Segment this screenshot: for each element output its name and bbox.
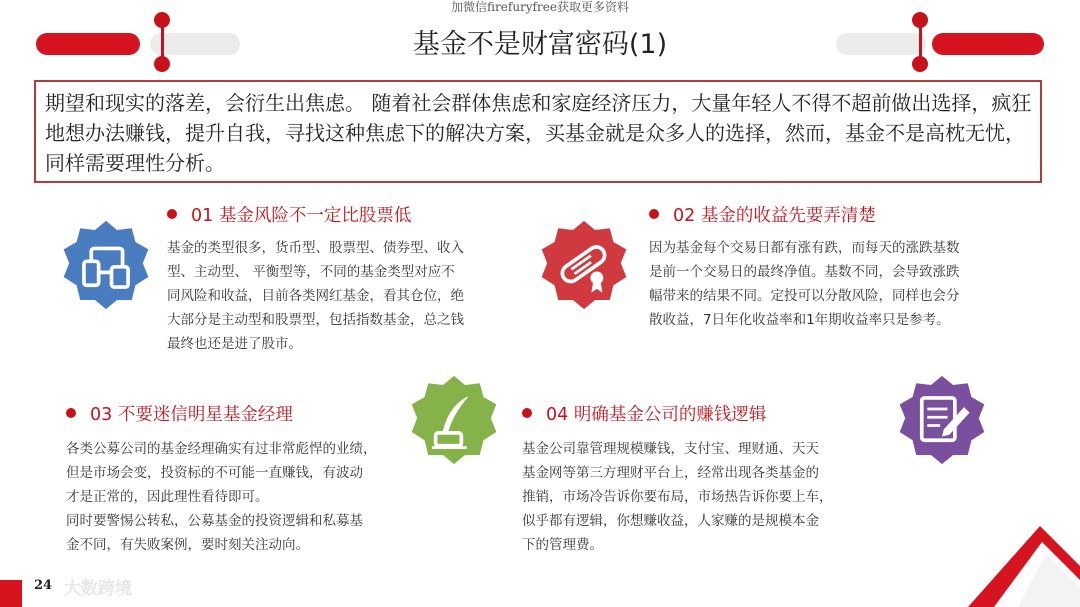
body-line: 散收益，7日年化收益率和1年期收益率只是参考。 (649, 312, 950, 328)
right-deco-dot-bottom (912, 56, 928, 72)
right-deco-dot-top (912, 12, 928, 28)
bullet-icon (167, 209, 177, 219)
page-number: 24 (34, 578, 53, 593)
section-01-title: 01 基金风险不一定比股票低 (167, 202, 411, 227)
body-line: 幅带来的结果不同。定投可以分散风险，同样也会分 (649, 288, 960, 304)
bullet-icon (66, 408, 76, 418)
body-line: 但是市场会变，投资标的不可能一直赚钱，有波动 (66, 465, 363, 481)
body-line: 基金的类型很多，货币型、股票型、债券型、收入 (167, 240, 464, 256)
document-edit-icon (896, 374, 988, 466)
body-line: 推销，市场冷告诉你要布局，市场热告诉你要上车， (522, 489, 833, 505)
intro-box: 期望和现实的落差，会衍生出焦虑。 随着社会群体焦虑和家庭经济压力，大量年轻人不得不超前做出选择，疯狂地想办法赚钱，提升自我，寻找这种焦虑下的解决方案，买基金就是众多人的选择，然而，基金不是高枕无忧，同样需要理性分析。 (34, 80, 1042, 183)
section-04-title: 04 明确基金公司的赚钱逻辑 (522, 401, 766, 426)
page-title: 基金不是财富密码(1) (412, 29, 668, 60)
bullet-icon (522, 408, 532, 418)
section-02-title: 02 基金的收益先要弄清楚 (649, 202, 876, 227)
body-line: 是前一个交易日的最终净值。基数不同，会导致涨跌 (649, 264, 960, 280)
body-line: 最终也还是进了股市。 (167, 336, 302, 352)
body-line: 似乎都有逻辑，你想赚收益，人家赚的是规模本金 (522, 513, 819, 529)
section-03-title: 03 不要迷信明星基金经理 (66, 401, 293, 426)
left-deco-dot-bottom (154, 56, 170, 72)
devices-icon (60, 219, 152, 311)
body-line: 同风险和收益，目前各类网红基金，看其仓位，绝 (167, 288, 464, 304)
left-deco-dot-top (154, 12, 170, 28)
body-line: 大部分是主动型和股票型，包括指数基金，总之钱 (167, 312, 464, 328)
body-line: 各类公募公司的基金经理确实有过非常彪悍的业绩， (66, 441, 377, 457)
section-01-body (167, 236, 537, 356)
body-line: 同时要警惕公转私，公募基金的投资逻辑和私募基 (66, 513, 363, 529)
section-02-body (649, 236, 1029, 332)
right-deco-bar-red (932, 33, 1044, 55)
diploma-icon (538, 219, 630, 311)
body-line: 因为基金每个交易日都有涨有跌，而每天的涨跌基数 (649, 240, 960, 256)
top-watermark: 加微信firefuryfree获取更多资料 (451, 0, 629, 14)
section-03-body (66, 437, 436, 557)
corner-decoration (960, 520, 1080, 607)
body-line: 基金网等第三方理财平台上，经常出现各类基金的 (522, 465, 819, 481)
body-line: 才是正常的，因此理性看待即可。 (66, 489, 269, 505)
body-line: 基金公司靠管理规模赚钱，支付宝、理财通、天天 (522, 441, 819, 457)
body-line: 型、主动型、 平衡型等，不同的基金类型对应不 (167, 264, 455, 280)
right-deco-bar-gray (836, 33, 926, 55)
bullet-icon (649, 209, 659, 219)
body-line: 金不同，有失败案例，要时刻关注动向。 (66, 537, 309, 553)
body-line: 下的管理费。 (522, 537, 603, 553)
section-04-body (522, 437, 892, 557)
bottom-watermark: 大数跨境 (64, 579, 132, 599)
left-deco-bar-red (36, 33, 140, 55)
